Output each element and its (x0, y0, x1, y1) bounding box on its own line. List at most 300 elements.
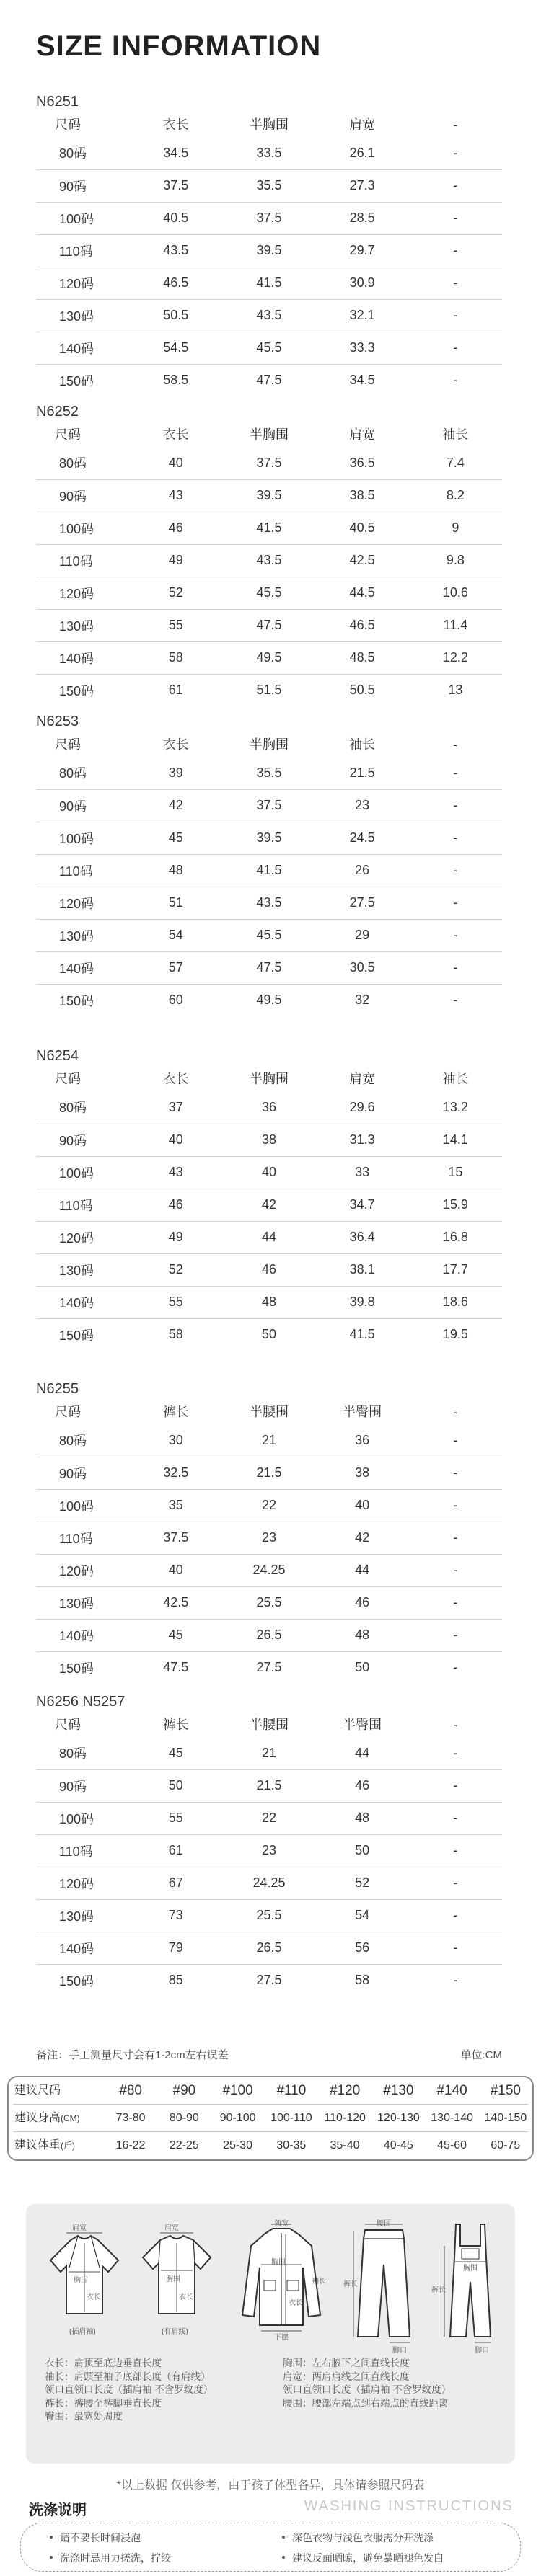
value-cell: 35.5 (222, 169, 315, 202)
table-row (36, 1189, 502, 1221)
fig5-label: 胸围 (463, 2265, 478, 2273)
size-cell: 120码 (36, 1554, 129, 1586)
size-cell: 130码 (36, 919, 129, 951)
value-cell: - (453, 992, 458, 1008)
definition-line: 领口直领口长度（插肩袖 不含罗纹度） (45, 2384, 214, 2395)
wash-item (282, 2551, 444, 2565)
value-cell: 37.5 (222, 202, 315, 234)
fig1-label: 胸围 (74, 2277, 88, 2285)
rec-size-label: 建议尺码 (14, 2084, 61, 2097)
size-cell: 130码 (36, 299, 129, 332)
fig2-label: 胸围 (166, 2275, 180, 2283)
fig2-label: 肩宽 (164, 2224, 179, 2232)
fig3-label: 领宽 (274, 2220, 289, 2228)
rec-weight-cell: 25-30 (223, 2139, 253, 2151)
table-row (36, 1834, 502, 1867)
value-cell: 42 (129, 789, 222, 822)
column-header: - (453, 1405, 458, 1419)
column-header: 半胸围 (249, 427, 289, 442)
table-header-row (36, 1713, 502, 1737)
size-table (36, 732, 502, 1016)
value-cell: 44.5 (316, 577, 409, 609)
size-cell: 90码 (36, 1124, 129, 1156)
bullet-icon (282, 2556, 285, 2559)
value-cell: 58.5 (163, 373, 189, 388)
bullet-icon (282, 2536, 285, 2539)
table-row (36, 887, 502, 919)
size-cell: 150码 (59, 373, 94, 388)
size-cell: 110码 (36, 1522, 129, 1554)
value-cell: 47.5 (256, 373, 282, 388)
value-cell: 40 (129, 1554, 222, 1586)
table-row (36, 577, 502, 609)
value-cell: 73 (129, 1899, 222, 1932)
value-cell: 21.5 (222, 1769, 315, 1802)
overalls-icon (434, 2217, 506, 2347)
value-cell: 50 (261, 1327, 276, 1342)
unit-label: 单位:CM (460, 2049, 502, 2061)
size-cell: 110码 (36, 544, 129, 577)
table-row (36, 1522, 502, 1554)
rec-height-cell: 120-130 (377, 2112, 420, 2124)
value-cell: 28.5 (316, 202, 409, 234)
value-cell: 39.5 (222, 822, 315, 854)
column-header: 衣长 (162, 117, 189, 132)
table-row (36, 267, 502, 299)
product-code: N6252 (36, 404, 79, 419)
table-row (36, 1802, 502, 1834)
value-cell: 37.5 (222, 447, 315, 479)
column-header: 半臀围 (343, 1405, 382, 1419)
value-cell: 54.5 (129, 332, 222, 364)
value-cell: 30.9 (316, 267, 409, 299)
rec-height-cell: 110-120 (324, 2112, 366, 2124)
wash-title: 洗涤说明 (29, 2502, 87, 2518)
rec-height-label (9, 2105, 104, 2131)
value-cell: 42.5 (316, 544, 409, 577)
value-cell: 40.5 (129, 202, 222, 234)
size-cell: 90码 (36, 789, 129, 822)
size-cell: 150码 (59, 1328, 94, 1343)
table-row (36, 1932, 502, 1964)
table-row (36, 1554, 502, 1586)
garment-figures (26, 2217, 515, 2354)
value-cell: 47.5 (163, 1660, 189, 1675)
size-cell: 100码 (36, 1802, 129, 1834)
size-table-block (36, 1045, 502, 1351)
value-cell: 52 (129, 577, 222, 609)
value-cell: 32.1 (316, 299, 409, 332)
size-cell: 140码 (36, 1619, 129, 1651)
column-header: 袖长 (442, 1072, 469, 1086)
value-cell: 35.5 (222, 757, 315, 789)
fig3-label: 胸围 (271, 2259, 286, 2267)
value-cell: 46 (316, 1586, 409, 1619)
size-table (36, 1400, 502, 1684)
value-cell: 27.5 (256, 1973, 282, 1988)
value-cell: 51.5 (256, 683, 282, 698)
value-cell: 55 (129, 1802, 222, 1834)
value-cell: - (409, 1522, 502, 1554)
value-cell: 51 (129, 887, 222, 919)
value-cell: - (409, 137, 502, 169)
rec-height-unit: (CM) (61, 2113, 80, 2123)
value-cell: 29.7 (316, 234, 409, 267)
size-cell: 100码 (36, 512, 129, 544)
fig4-label: 裤长 (343, 2280, 358, 2288)
value-cell: 43.5 (129, 234, 222, 267)
value-cell: 61 (129, 1834, 222, 1867)
jacket-figure (231, 2217, 332, 2340)
value-cell: 39 (129, 757, 222, 789)
value-cell: 40.5 (316, 512, 409, 544)
measurement-guide-panel (26, 2204, 515, 2464)
value-cell: - (409, 822, 502, 854)
fig1-label: 衣长 (87, 2293, 101, 2301)
value-cell: 49 (129, 1221, 222, 1253)
value-cell: 58 (168, 1327, 183, 1342)
value-cell: 14.1 (409, 1124, 502, 1156)
value-cell: 50 (129, 1769, 222, 1802)
page-title: SIZE INFORMATION (36, 30, 322, 62)
definitions-right (283, 2357, 499, 2410)
value-cell: - (409, 789, 502, 822)
table-row (36, 1964, 502, 1997)
table-row (36, 1091, 502, 1124)
value-cell: 43.5 (222, 544, 315, 577)
value-cell: 9.8 (409, 544, 502, 577)
fig3-label: 下摆 (274, 2334, 289, 2342)
column-header: 肩宽 (349, 117, 376, 132)
value-cell: 21 (222, 1424, 315, 1457)
value-cell: 7.4 (409, 447, 502, 479)
value-cell: 61 (168, 683, 183, 698)
value-cell: 45.5 (222, 919, 315, 951)
value-cell: 36.4 (316, 1221, 409, 1253)
rec-height-cell: 80-90 (169, 2112, 199, 2124)
value-cell: 42 (316, 1522, 409, 1554)
value-cell: 46 (316, 1769, 409, 1802)
value-cell: 37.5 (222, 789, 315, 822)
value-cell: - (409, 854, 502, 887)
value-cell: 85 (168, 1973, 183, 1988)
table-row (36, 169, 502, 202)
value-cell: 79 (129, 1932, 222, 1964)
column-header: 尺码 (55, 1072, 81, 1086)
rec-height-cell: 100-110 (270, 2112, 312, 2124)
wash-item-text: 洗涤时忌用力搓洗，拧绞 (60, 2552, 171, 2564)
column-header: 衣长 (162, 737, 189, 752)
size-cell: 80码 (36, 757, 129, 789)
value-cell: 21.5 (316, 757, 409, 789)
size-table-block (36, 1378, 502, 1684)
value-cell: 13 (448, 683, 463, 698)
value-cell: 23 (222, 1522, 315, 1554)
raglan-tee-figure (42, 2221, 127, 2337)
size-cell: 100码 (36, 822, 129, 854)
fig3-label: 袖长 (312, 2278, 326, 2286)
definition-line: 衣长：肩顶至底边垂直长度 (45, 2358, 162, 2368)
value-cell: 52 (129, 1253, 222, 1286)
value-cell: 23 (222, 1834, 315, 1867)
rec-size-cell: #140 (436, 2083, 467, 2098)
size-cell: 80码 (36, 137, 129, 169)
value-cell: 21.5 (222, 1457, 315, 1489)
value-cell: - (409, 1899, 502, 1932)
value-cell: 26.5 (222, 1932, 315, 1964)
value-cell: - (409, 299, 502, 332)
table-header-row (36, 732, 502, 757)
value-cell: 47.5 (222, 609, 315, 641)
size-cell: 80码 (36, 447, 129, 479)
table-row (36, 1424, 502, 1457)
column-header: 肩宽 (349, 1072, 376, 1086)
size-cell: 130码 (36, 609, 129, 641)
product-code: N6253 (36, 714, 79, 729)
column-header: 尺码 (55, 737, 81, 752)
size-cell: 110码 (36, 854, 129, 887)
definition-line: 肩宽：两肩肩线之间直线长度 (283, 2371, 410, 2382)
value-cell: - (453, 1973, 458, 1988)
table-header-row (36, 1400, 502, 1424)
value-cell: 45.5 (222, 577, 315, 609)
product-code: N6255 (36, 1381, 79, 1397)
value-cell: 30.5 (316, 951, 409, 984)
table-row (36, 1318, 502, 1351)
definition-line: 领口直领口长度（插肩袖 不含罗纹度） (283, 2384, 452, 2395)
table-row (36, 202, 502, 234)
size-cell: 150码 (59, 993, 94, 1008)
value-cell: 54 (316, 1899, 409, 1932)
table-row (36, 674, 502, 706)
column-header: 半腰围 (249, 1718, 289, 1732)
rec-weight-cell: 35-40 (330, 2139, 360, 2151)
value-cell: 48.5 (316, 641, 409, 674)
value-cell: 44 (316, 1554, 409, 1586)
value-cell: 13.2 (409, 1091, 502, 1124)
column-header: 半腰围 (249, 1405, 289, 1419)
wash-item (50, 2551, 171, 2565)
value-cell: 27.5 (256, 1660, 282, 1675)
rec-size-row (9, 2077, 532, 2104)
definitions-left (45, 2357, 254, 2424)
rec-height-row (9, 2105, 532, 2131)
rec-size-cell: #100 (222, 2083, 253, 2098)
rec-weight-label (9, 2132, 104, 2159)
value-cell: - (409, 1586, 502, 1619)
size-cell: 90码 (36, 479, 129, 512)
table-row (36, 789, 502, 822)
column-header: 裤长 (162, 1405, 189, 1419)
measurement-note: 备注：手工测量尺寸会有1-2cm左右误差 (36, 2049, 229, 2061)
table-row (36, 1489, 502, 1522)
table-row (36, 641, 502, 674)
size-cell: 110码 (36, 1189, 129, 1221)
size-cell: 90码 (36, 1769, 129, 1802)
wash-item-text: 深色衣物与浅色衣服需分开洗涤 (292, 2532, 434, 2544)
shoulder-tee-figure (134, 2221, 219, 2337)
table-row (36, 1221, 502, 1253)
value-cell: 24.25 (222, 1554, 315, 1586)
value-cell: 50.5 (129, 299, 222, 332)
size-table (36, 112, 502, 396)
size-table-block (36, 1691, 502, 1997)
rec-weight-cell: 60-75 (491, 2139, 521, 2151)
definition-line: 臀围：最宽处周度 (45, 2411, 123, 2422)
table-row (36, 919, 502, 951)
value-cell: - (409, 887, 502, 919)
rec-weight-unit: (斤) (61, 2141, 76, 2151)
value-cell: 38 (222, 1124, 315, 1156)
size-cell: 120码 (36, 1221, 129, 1253)
column-header: - (453, 737, 458, 752)
value-cell: 33.3 (316, 332, 409, 364)
value-cell: - (409, 1769, 502, 1802)
value-cell: 50 (316, 1834, 409, 1867)
value-cell: 46 (222, 1253, 315, 1286)
value-cell: 39.5 (222, 479, 315, 512)
value-cell: - (409, 332, 502, 364)
value-cell: - (409, 169, 502, 202)
value-cell: 31.3 (316, 1124, 409, 1156)
size-cell: 110码 (36, 234, 129, 267)
value-cell: 45 (129, 822, 222, 854)
value-cell: 48 (222, 1286, 315, 1318)
value-cell: 33.5 (222, 137, 315, 169)
size-cell: 150码 (59, 683, 94, 698)
fig2-label: 衣长 (179, 2293, 193, 2301)
column-header: 半胸围 (249, 1072, 289, 1086)
fig1-label: 肩宽 (72, 2224, 87, 2232)
recommendation-table (7, 2076, 534, 2161)
column-header: 衣长 (162, 1072, 189, 1086)
size-cell: 80码 (36, 1424, 129, 1457)
value-cell: 41.5 (222, 854, 315, 887)
rec-weight-label-text: 建议体重 (14, 2139, 61, 2151)
value-cell: 33 (316, 1156, 409, 1189)
table-row (36, 1619, 502, 1651)
size-cell: 100码 (36, 1156, 129, 1189)
value-cell: 10.6 (409, 577, 502, 609)
value-cell: 44 (316, 1737, 409, 1769)
column-header: 尺码 (55, 1405, 81, 1419)
value-cell: 27.5 (316, 887, 409, 919)
value-cell: 38.1 (316, 1253, 409, 1286)
table-row (36, 1737, 502, 1769)
size-cell: 150码 (59, 1973, 94, 1989)
table-row (36, 1769, 502, 1802)
value-cell: 15.9 (409, 1189, 502, 1221)
value-cell: 11.4 (409, 609, 502, 641)
table-row (36, 332, 502, 364)
value-cell: 22 (222, 1489, 315, 1522)
value-cell: 46.5 (129, 267, 222, 299)
table-row (36, 951, 502, 984)
value-cell: - (409, 1737, 502, 1769)
size-tables (36, 91, 502, 1997)
rec-weight-cell: 40-45 (383, 2139, 413, 2151)
fig3-label: 衣长 (289, 2299, 303, 2307)
fig5-label: 脚口 (475, 2347, 489, 2355)
value-cell: 25.5 (222, 1586, 315, 1619)
column-header: 袖长 (442, 427, 469, 442)
value-cell: 15 (409, 1156, 502, 1189)
value-cell: - (409, 1554, 502, 1586)
value-cell: 57 (129, 951, 222, 984)
value-cell: 43.5 (222, 887, 315, 919)
wash-title-english: WASHING INSTRUCTIONS (304, 2498, 514, 2514)
size-cell: 130码 (36, 1586, 129, 1619)
fig1-caption: (插肩袖) (69, 2328, 96, 2336)
column-header: 衣长 (162, 427, 189, 442)
definition-line: 胸围：左右腋下之间直线长度 (283, 2358, 410, 2368)
value-cell: 48 (316, 1802, 409, 1834)
table-row (36, 757, 502, 789)
product-code: N6254 (36, 1048, 79, 1064)
rec-size-cell: #120 (329, 2083, 361, 2098)
value-cell: 37 (129, 1091, 222, 1124)
value-cell: 16.8 (409, 1221, 502, 1253)
size-cell: 80码 (36, 1091, 129, 1124)
wash-item (282, 2531, 434, 2545)
fig2-caption: (有肩线) (162, 2328, 188, 2336)
value-cell: 34.5 (129, 137, 222, 169)
size-cell: 130码 (36, 1253, 129, 1286)
value-cell: 40 (316, 1489, 409, 1522)
value-cell: 58 (355, 1973, 370, 1988)
column-header: - (453, 1718, 458, 1732)
table-row (36, 234, 502, 267)
value-cell: 49.5 (222, 641, 315, 674)
value-cell: 27.3 (316, 169, 409, 202)
value-cell: 29.6 (316, 1091, 409, 1124)
value-cell: 43 (129, 1156, 222, 1189)
table-row (36, 1867, 502, 1899)
value-cell: - (409, 202, 502, 234)
table-row (36, 854, 502, 887)
table-row (36, 137, 502, 169)
value-cell: 24.25 (222, 1867, 315, 1899)
value-cell: - (409, 919, 502, 951)
bullet-icon (50, 2556, 53, 2559)
fig4-label: 脚口 (392, 2347, 407, 2355)
wash-item (50, 2531, 141, 2545)
rec-height-cell: 73-80 (115, 2112, 146, 2124)
value-cell: 22 (222, 1802, 315, 1834)
definition-line: 袖长：肩頭至袖子底部长度（有肩线） (45, 2371, 211, 2382)
size-cell: 100码 (36, 1489, 129, 1522)
rec-height-cell: 140-150 (484, 2112, 527, 2124)
value-cell: - (409, 267, 502, 299)
table-row (36, 984, 502, 1016)
value-cell: 60 (168, 992, 183, 1008)
size-table-block (36, 91, 502, 396)
size-cell: 120码 (36, 577, 129, 609)
bullet-icon (50, 2536, 53, 2539)
note-row (36, 2047, 502, 2062)
column-header: 半胸围 (249, 737, 289, 752)
table-row (36, 1457, 502, 1489)
value-cell: 46 (129, 512, 222, 544)
column-header: 尺码 (55, 427, 81, 442)
value-cell: 56 (316, 1932, 409, 1964)
wash-instructions (20, 2523, 521, 2572)
value-cell: 36 (316, 1424, 409, 1457)
rec-height-cell: 130-140 (431, 2112, 473, 2124)
size-cell: 120码 (36, 1867, 129, 1899)
value-cell: 46.5 (316, 609, 409, 641)
table-row (36, 1651, 502, 1684)
